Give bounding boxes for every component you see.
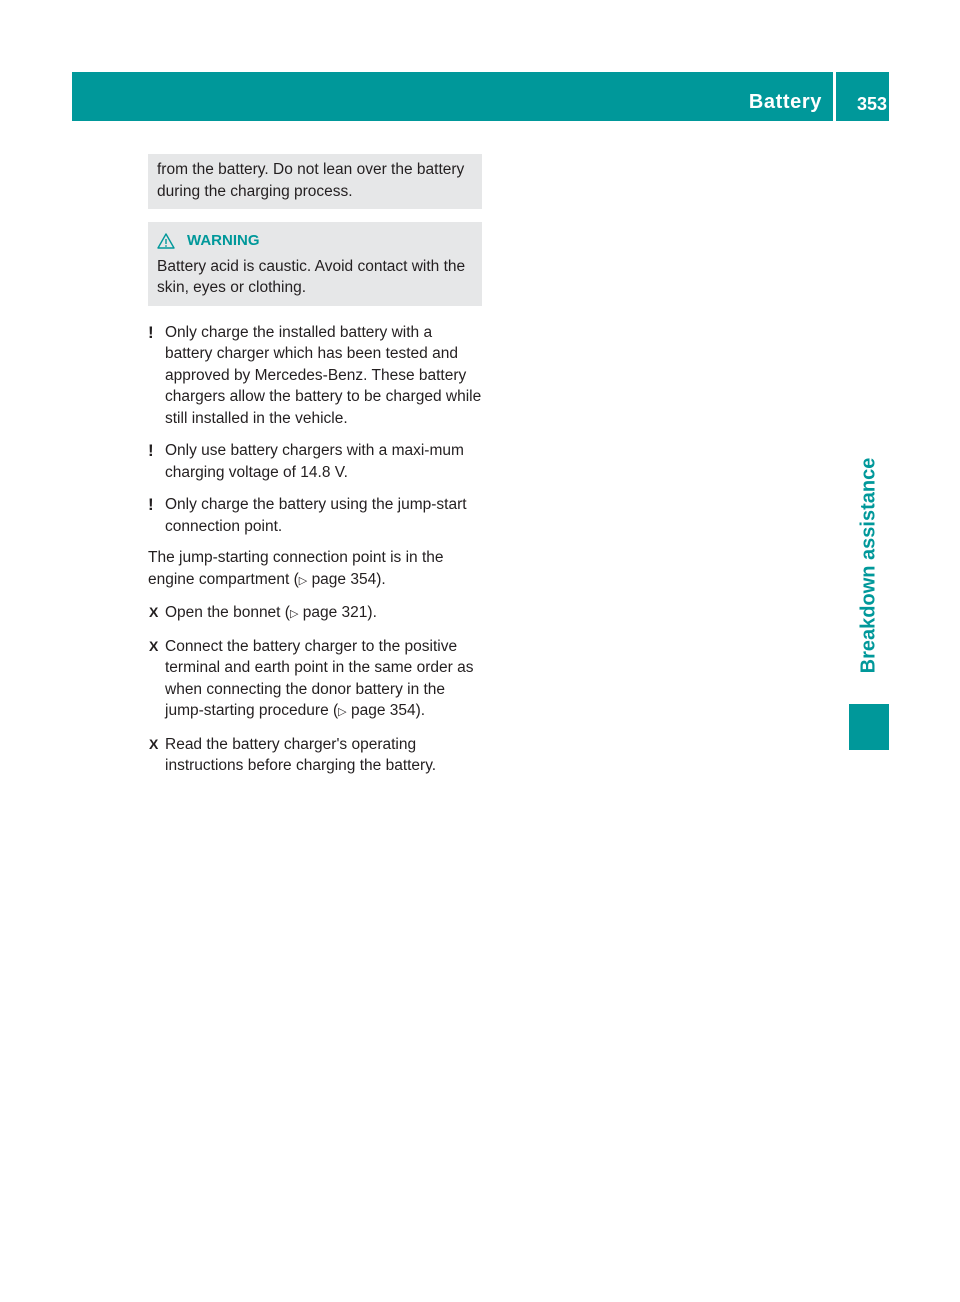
step-text: Open the bonnet (▷ page 321). [165,604,377,621]
step-text: Read the battery charger's operating instructions before charging the battery. [165,735,437,774]
note-text: Only use battery chargers with a maxi-mum charging voltage of 14.8 V. [165,442,464,481]
step-icon: X [149,604,159,620]
header-bar [72,72,889,121]
step-item [148,602,482,626]
note-icon: ! [148,495,154,514]
page-ref[interactable]: page 321 [302,604,368,621]
step-icon: X [149,735,159,752]
content-column [148,154,482,777]
page-ref[interactable]: page 354 [350,702,416,719]
warning-box [148,222,482,306]
note-item [148,440,482,483]
warning-heading [157,230,474,252]
page-ref-icon: ▷ [298,574,308,587]
note-text: Only charge the installed battery with a battery charger which has been tested and approved by Mercedes-Benz. These battery chargers allow the battery to be charged while still installed in the vehicle. [165,323,482,427]
warning-icon [157,233,175,249]
note-item [148,322,482,430]
page-ref[interactable]: page 354 [311,570,377,588]
continued-text: from the battery. Do not lean over the battery during the charging process. [157,161,465,200]
body-paragraph: The jump-starting connection point is in the engine compartment (▷ page 354). [148,549,444,588]
section-marker [849,704,889,750]
section-tab-label: Breakdown assistance [857,457,880,673]
page-ref-icon: ▷ [289,608,299,620]
warning-title: WARNING [187,232,260,249]
continued-note-box [148,154,482,209]
header-divider [833,72,836,121]
page-number: 353 [856,94,887,114]
step-icon: X [149,637,159,654]
note-text: Only charge the battery using the jump-start connection point. [165,496,467,535]
note-item [148,494,482,537]
page-ref-icon: ▷ [338,706,347,718]
paragraph-text: The jump-starting connection point is in the engine compartment ( [148,549,444,588]
step-item [148,734,482,777]
step-item [148,636,482,724]
note-icon: ! [148,441,154,460]
page-title: Battery [748,91,822,113]
section-tab [849,430,889,700]
note-icon: ! [148,322,154,342]
warning-text: Battery acid is caustic. Avoid contact with the skin, eyes or clothing. [157,257,466,296]
step-text: Connect the battery charger to the positive terminal and earth point in the same order as when connecting the donor battery in the jump-starting procedure (▷ page 354). [165,637,474,719]
